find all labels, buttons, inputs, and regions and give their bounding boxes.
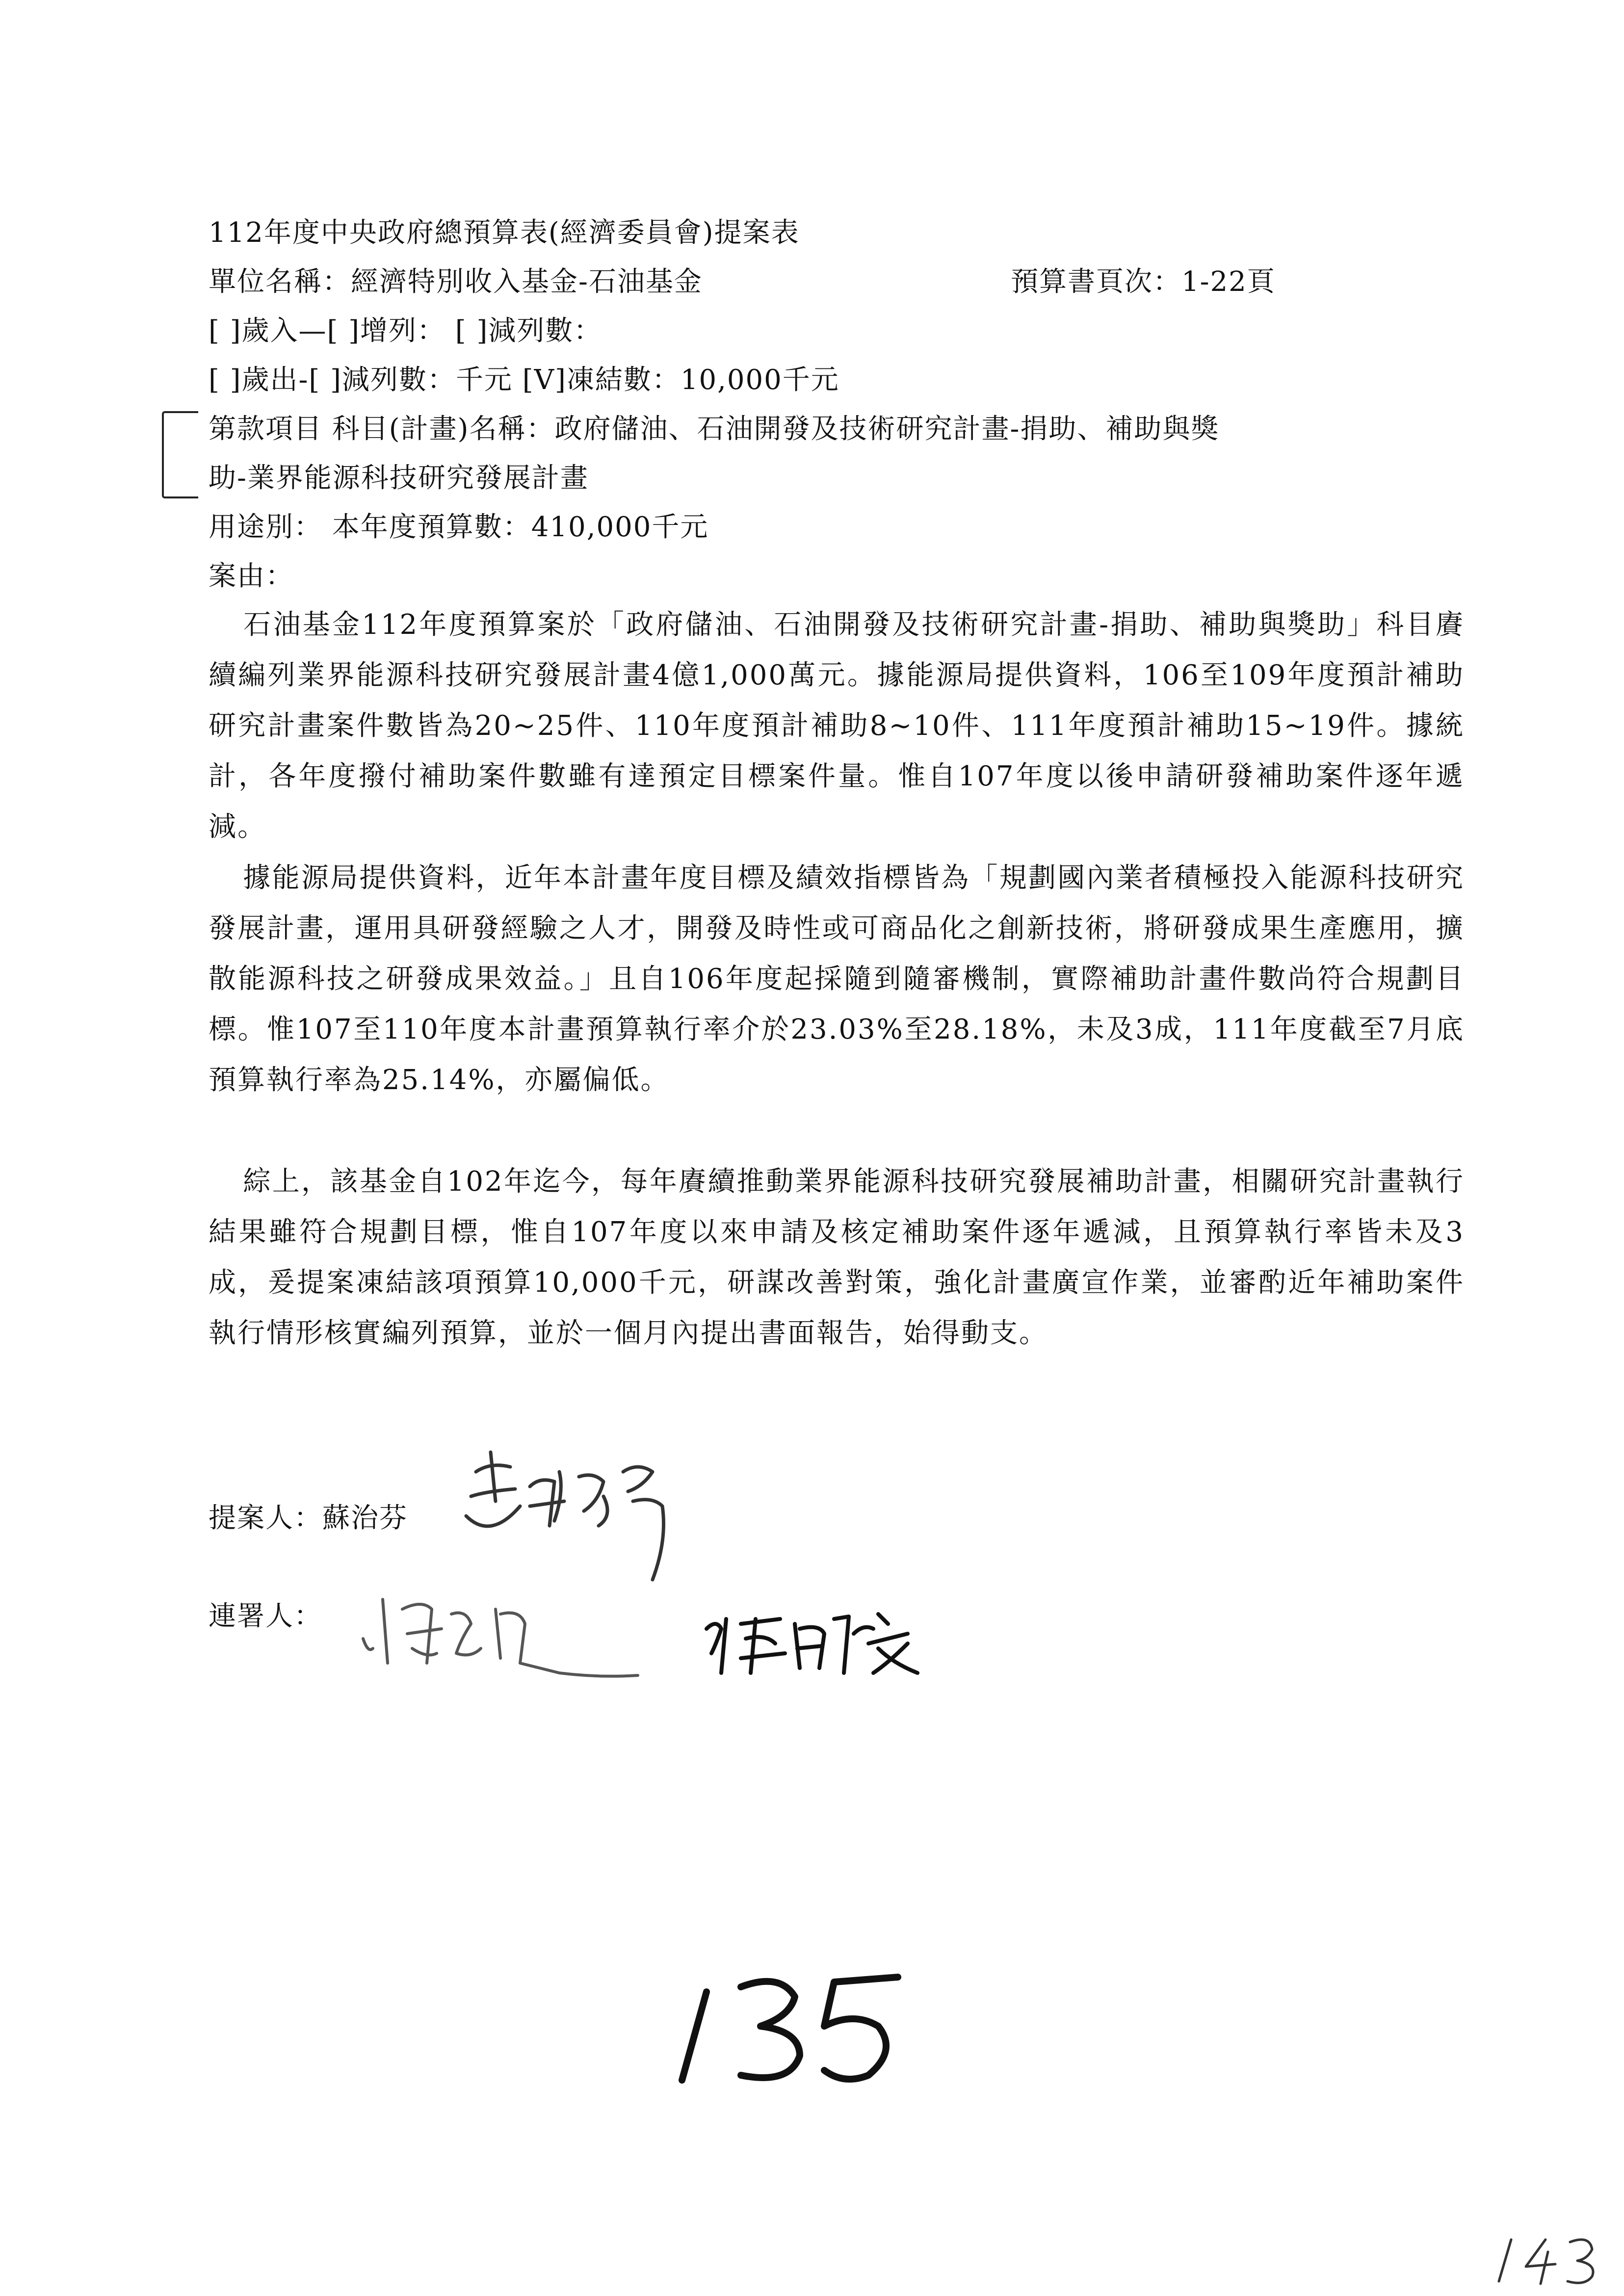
budget-page-reference: 預算書頁次：1-22頁 (1011, 266, 1276, 298)
handwritten-page-number-center (667, 1957, 942, 2105)
paragraph-1-text: 石油基金112年度預算案於「政府儲油、石油開發及技術研究計畫-捐助、補助與獎助」科目賡續編列業界能源科技研究發展計畫4億1,000萬元。據能源局提供資料，106至109年度預計補助研究計畫案件數皆為20~25件、110年度預計補助8~10件、111年度預計補助15~19件。據統計，各年度撥付補助案件數雖有達預定目標案件量。惟自107年度以後申請研發補助案件逐年遞減。 (209, 609, 1465, 843)
usage-line: 用途別： 本年度預算數：410,000千元 (209, 511, 709, 543)
document-title: 112年度中央政府總預算表(經濟委員會)提案表 (209, 217, 800, 249)
proposer-signature (456, 1442, 692, 1590)
unit-name: 單位名稱：經濟特別收入基金-石油基金 (209, 266, 703, 298)
paragraph-2-text: 據能源局提供資料，近年本計畫年度目標及績效指標皆為「規劃國內業者積極投入能源科技研究發展計畫，運用具研發經驗之人才，開發及時性或可商品化之創新技術，將研發成果生產應用，擴散能源科技之研發成果效益。」且自106年度起採隨到隨審機制，實際補助計畫件數尚符合規劃目標。惟107至110年度本計畫預算執行率介於23.03%至28.18%，未及3成，111年度截至7月底預算執行率為25.14%，亦屬偏低。 (209, 862, 1465, 1096)
item-line-2: 助-業界能源科技研究發展計畫 (209, 462, 589, 494)
cosigner-signature-1 (353, 1580, 648, 1688)
paragraph-1 (209, 600, 1465, 852)
expense-line: [ ]歲出-[ ]減列數：千元 [V]凍結數：10,000千元 (209, 364, 839, 396)
paragraph-2 (209, 853, 1465, 1105)
proposer-label: 提案人：蘇治芬 (209, 1502, 408, 1534)
cosigner-label: 連署人： (209, 1600, 322, 1632)
paragraph-3 (209, 1156, 1465, 1358)
handwritten-page-number-corner (1492, 2232, 1609, 2286)
item-bracket (162, 411, 198, 498)
revenue-line: [ ]歲入—[ ]增列： [ ]減列數： (209, 315, 602, 347)
reason-label: 案由： (209, 560, 294, 592)
paragraph-3-text: 綜上，該基金自102年迄今，每年賡續推動業界能源科技研究發展補助計畫，相關研究計畫執行結果雖符合規劃目標，惟自107年度以來申請及核定補助案件逐年遞減，且預算執行率皆未及3成，爰提案凍結該項預算10,000千元，研謀改善對策，強化計畫廣宣作業，並審酌近年補助案件執行情形核實編列預算，並於一個月內提出書面報告，始得動支。 (209, 1166, 1465, 1349)
item-line-1: 第款項目 科目(計畫)名稱：政府儲油、石油開發及技術研究計畫-捐助、補助與獎 (209, 413, 1220, 445)
cosigner-signature-2 (702, 1599, 927, 1688)
